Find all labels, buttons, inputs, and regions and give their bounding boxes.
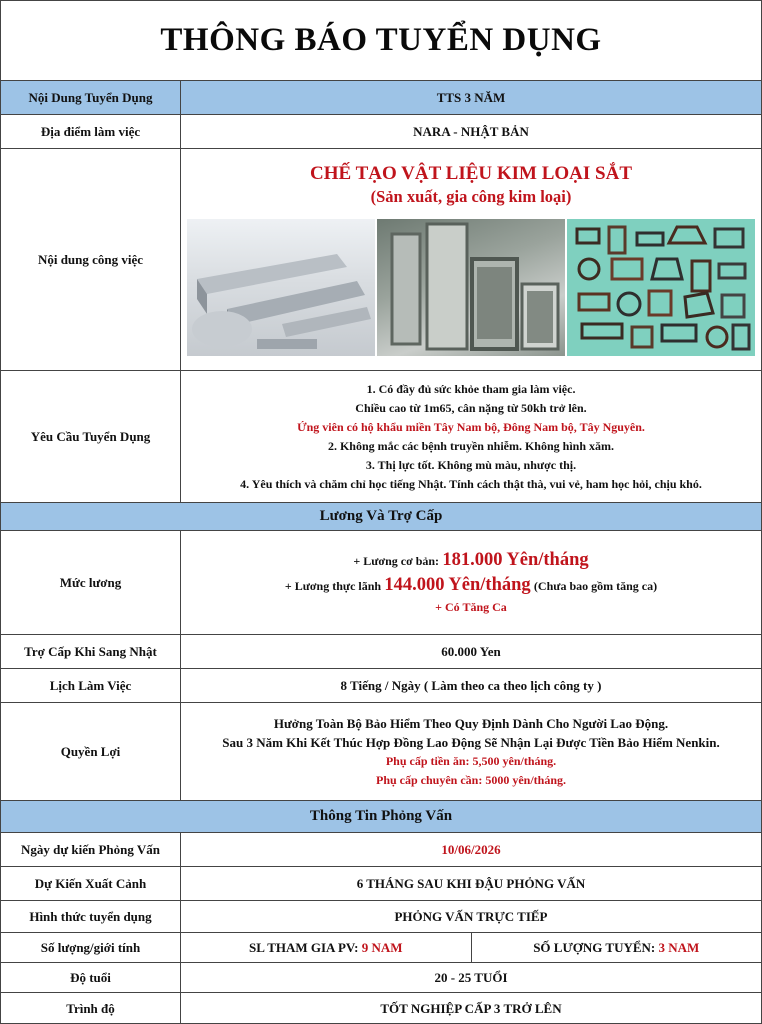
- row-value: 6 THÁNG SAU KHI ĐẬU PHỎNG VẤN: [356, 875, 586, 891]
- job-description: [181, 149, 761, 370]
- section-interview-header: Thông Tin Phỏng Vấn: [1, 801, 761, 833]
- requirement-line: Chiều cao từ 1m65, cân nặng từ 50kh trở lên.: [355, 400, 587, 415]
- row-label: Số lượng/giới tính: [1, 933, 181, 962]
- title-row: [1, 1, 761, 81]
- steel-bars-photo: [187, 219, 375, 356]
- row-label: Quyền Lợi: [1, 703, 181, 800]
- requirement-line: 2. Không mắc các bệnh truyền nhiễm. Không hình xăm.: [327, 438, 615, 453]
- row-job-content: [1, 149, 761, 371]
- benefit-line: Phụ cấp chuyên cần: 5000 yên/tháng.: [375, 772, 567, 787]
- job-heading: CHẾ TẠO VẬT LIỆU KIM LOẠI SẮT: [309, 163, 633, 184]
- row-value: PHỎNG VẤN TRỰC TIẾP: [394, 908, 548, 924]
- row-label: Lịch Làm Việc: [1, 669, 181, 702]
- row-label: Độ tuổi: [1, 963, 181, 992]
- overtime-note: + Có Tăng Ca: [435, 600, 507, 614]
- requirement-line: 3. Thị lực tốt. Không mù màu, nhược thị.: [365, 457, 577, 472]
- row-location: [1, 115, 761, 149]
- hire-count-label: SỐ LƯỢNG TUYỂN:: [533, 939, 656, 955]
- row-value: 20 - 25 TUỔI: [434, 969, 508, 985]
- row-education: [1, 993, 761, 1024]
- interview-count-label: SL THAM GIA PV:: [249, 939, 359, 955]
- row-allowance: [1, 635, 761, 669]
- row-value: 10/06/2026: [441, 841, 501, 857]
- row-age: [1, 963, 761, 993]
- job-photos: [187, 219, 755, 356]
- steel-tubes-photo: [377, 219, 565, 356]
- base-salary-line: [353, 548, 588, 573]
- net-salary-amount: 144.000 Yên/tháng: [384, 575, 531, 595]
- benefit-line: Hưởng Toàn Bộ Bảo Hiểm Theo Quy Định Dành Cho Người Lao Động.: [273, 715, 669, 731]
- base-salary-amount: 181.000 Yên/tháng: [442, 550, 589, 570]
- row-value: 8 Tiếng / Ngày ( Làm theo ca theo lịch công ty ): [340, 677, 602, 693]
- hire-count-value: 3 NAM: [658, 939, 700, 955]
- benefits-list: [181, 703, 761, 800]
- row-value: TỐT NGHIỆP CẤP 3 TRỞ LÊN: [380, 1000, 562, 1016]
- row-value: TTS 3 NĂM: [436, 89, 506, 105]
- row-label: Ngày dự kiến Phỏng Vấn: [1, 833, 181, 866]
- net-salary-line: [285, 573, 657, 598]
- row-recruitment-method: [1, 901, 761, 933]
- row-recruitment-content: [1, 81, 761, 115]
- row-departure: [1, 867, 761, 901]
- row-value: NARA - NHẬT BẢN: [413, 123, 529, 139]
- row-label: Mức lương: [1, 531, 181, 634]
- row-label: Trình độ: [1, 993, 181, 1024]
- requirement-line: 4. Yêu thích và chăm chỉ học tiếng Nhật. Tính cách thật thà, vui vẻ, ham học hỏi, chịu khó.: [240, 476, 702, 491]
- interview-count-value: 9 NAM: [361, 939, 403, 955]
- hire-count: [471, 933, 762, 962]
- requirement-line: Ứng viên có hộ khẩu miền Tây Nam bộ, Đông Nam bộ, Tây Nguyên.: [297, 419, 645, 434]
- net-salary-note: (Chưa bao gồm tăng ca): [533, 579, 658, 593]
- row-salary: [1, 531, 761, 635]
- row-requirements: [1, 371, 761, 503]
- row-label: Yêu Cầu Tuyển Dụng: [1, 371, 181, 502]
- row-quantity: [1, 933, 761, 963]
- quantity-split: [181, 933, 761, 962]
- section-salary-header: Lương Và Trợ Cấp: [1, 503, 761, 531]
- metal-profiles-photo: [567, 219, 755, 356]
- salary-details: [181, 531, 761, 634]
- requirement-line: 1. Có đầy đủ sức khỏe tham gia làm việc.: [366, 381, 576, 396]
- base-salary-prefix: + Lương cơ bản:: [353, 554, 440, 568]
- row-interview-date: [1, 833, 761, 867]
- row-benefits: [1, 703, 761, 801]
- requirements-list: [181, 371, 761, 502]
- net-salary-prefix: + Lương thực lãnh: [284, 579, 382, 593]
- row-label: Nội dung công việc: [1, 149, 181, 370]
- row-label: Dự Kiến Xuất Cảnh: [1, 867, 181, 900]
- row-value: 60.000 Yen: [441, 643, 501, 659]
- row-label: Hình thức tuyển dụng: [1, 901, 181, 932]
- benefit-line: Sau 3 Năm Khi Kết Thúc Hợp Đồng Lao Động Sẽ Nhận Lại Được Tiền Bảo Hiểm Nenkin.: [222, 734, 720, 750]
- row-schedule: [1, 669, 761, 703]
- job-subheading: (Sản xuất, gia công kim loại): [370, 187, 572, 206]
- row-label: Địa điểm làm việc: [1, 115, 181, 148]
- interview-count: [181, 933, 471, 962]
- benefit-line: Phụ cấp tiền ăn: 5,500 yên/tháng.: [385, 753, 557, 768]
- page-title: THÔNG BÁO TUYỂN DỤNG: [160, 22, 602, 58]
- row-label: Nội Dung Tuyển Dụng: [1, 81, 181, 114]
- row-label: Trợ Cấp Khi Sang Nhật: [1, 635, 181, 668]
